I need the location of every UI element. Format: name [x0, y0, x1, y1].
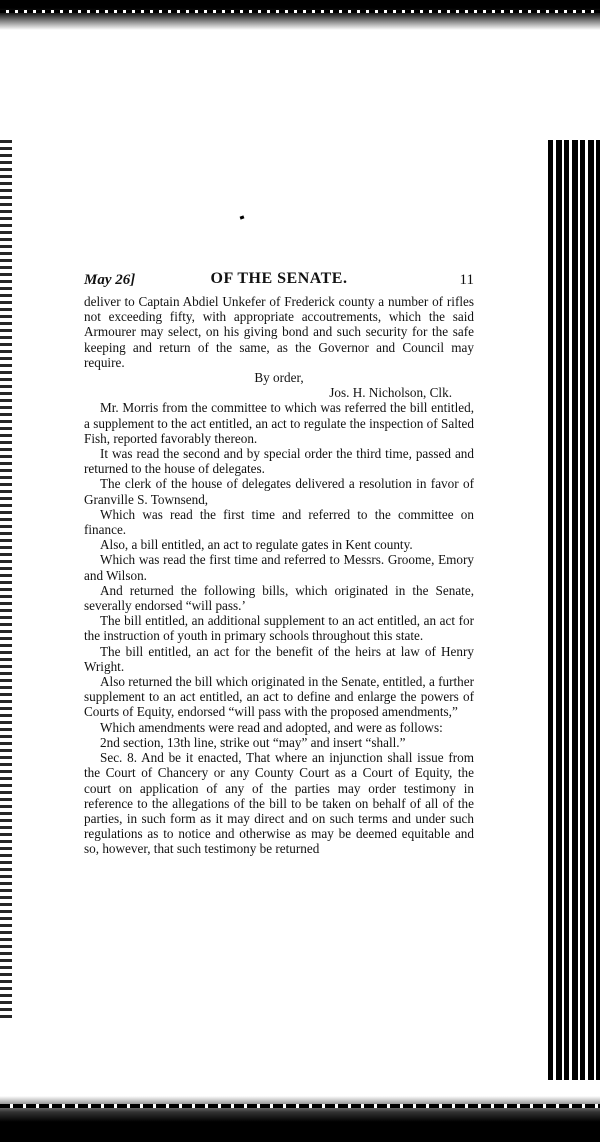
page-number: 11: [459, 272, 474, 288]
running-header: [84, 268, 474, 294]
paragraph: Which was read the first time and referred to Messrs. Groome, Emory and Wilson.: [84, 552, 474, 583]
paragraph: It was read the second and by special order the third time, passed and returned to the house of delegates.: [84, 446, 474, 477]
paragraph: Also returned the bill which originated in the Senate, entitled, a further supplement to an act entitled, an act to define and enlarge the powers of Courts of Equity, endorsed “will pass with the proposed amendments,”: [84, 674, 474, 720]
paragraph: Which amendments were read and adopted, and were as follows:: [100, 719, 443, 735]
scan-edge-bottom: [0, 1096, 600, 1142]
paragraph: The bill entitled, an additional supplement to an act entitled, an act for the instruction of youth in primary schools throughout this state.: [84, 613, 474, 644]
scan-edge-right: [548, 140, 600, 1080]
body-text: [84, 294, 474, 857]
paragraph: The clerk of the house of delegates delivered a resolution in favor of Granville S. Townsend,: [84, 476, 474, 507]
scan-edge-left: [0, 140, 12, 1020]
scan-edge-top: [0, 0, 600, 40]
document-page: [84, 268, 474, 857]
paragraph: The bill entitled, an act for the benefit of the heirs at law of Henry Wright.: [84, 643, 474, 674]
paragraph: deliver to Captain Abdiel Unkefer of Frederick county a number of rifles not exceeding fifty, with appropriate accoutrements, which the said Armourer may select, on his giving bond and such security for the safe keeping and return of the same, as the Governor and Council may require.: [84, 294, 474, 370]
paragraph: Mr. Morris from the committee to which was referred the bill entitled, a supplement to the act entitled, an act to regulate the inspection of Salted Fish, reported favorably thereon.: [84, 400, 474, 446]
paragraph: Sec. 8. And be it enacted, That where an injunction shall issue from the Court of Chancery or any County Court as a Court of Equity, the court on application of any of the parties may order testimony in reference to the allegations of the bill to be taken on behalf of all of the parties, in such form as it may direct and on such terms and under such regulations as to notice and otherwise as may be deemed equitable and so, however, that such testimony be returned: [84, 750, 474, 857]
paragraph: By order,: [254, 370, 304, 386]
paragraph: And returned the following bills, which originated in the Senate, severally endorsed “will pass.’: [84, 582, 474, 614]
paragraph: Also, a bill entitled, an act to regulate gates in Kent county.: [100, 537, 413, 553]
paragraph: Which was read the first time and referred to the committee on finance.: [84, 506, 474, 538]
header-title: OF THE SENATE.: [210, 270, 348, 287]
paragraph: 2nd section, 13th line, strike out “may” and insert “shall.”: [100, 734, 406, 750]
ink-speck: [240, 215, 245, 219]
header-date: May 26]: [84, 272, 136, 288]
paragraph: Jos. H. Nicholson, Clk.: [329, 385, 452, 401]
